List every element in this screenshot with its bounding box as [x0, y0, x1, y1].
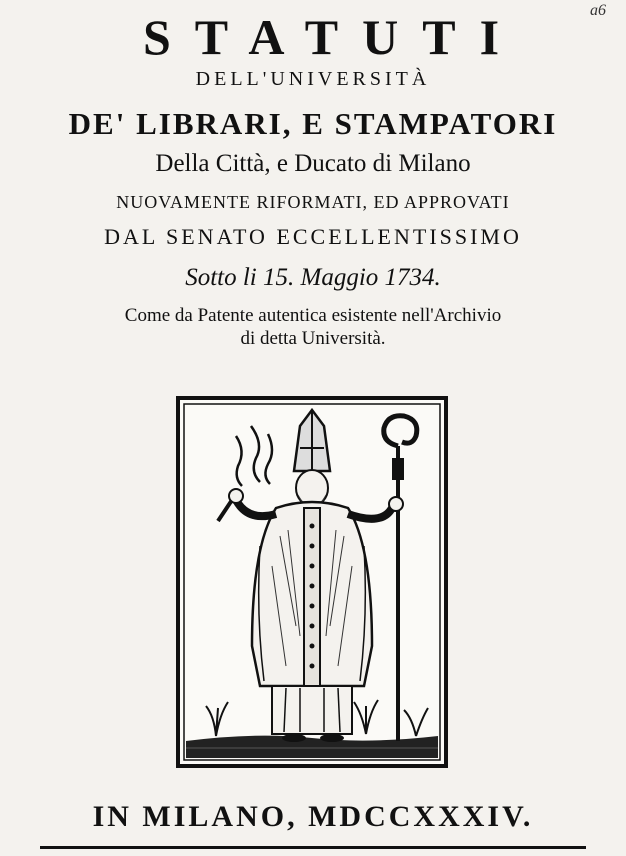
imprint-line: IN MILANO, MDCCXXXIV. — [92, 800, 534, 833]
subtitle-line-2: DE' LIBRARI, E STAMPATORI — [68, 106, 558, 141]
date-line: Sotto li 15. Maggio 1734. — [185, 264, 441, 291]
note-line-1: Come da Patente autentica esistente nell'Archivio — [124, 305, 502, 326]
corner-mark: a6 — [590, 2, 606, 19]
subtitle-line-1: DELL'UNIVERSITÀ — [195, 68, 431, 90]
note-line-2: di detta Università. — [240, 328, 386, 349]
subtitle-line-4: NUOVAMENTE RIFORMATI, ED APPROVATI — [116, 192, 510, 212]
page-title: STATUTI — [142, 9, 524, 65]
subtitle-line-5: DAL SENATO ECCELLENTISSIMO — [104, 224, 522, 249]
subtitle-line-3: Della Città, e Ducato di Milano — [155, 150, 471, 177]
bishop-woodcut-illustration — [176, 396, 448, 768]
bottom-rule — [40, 846, 586, 849]
